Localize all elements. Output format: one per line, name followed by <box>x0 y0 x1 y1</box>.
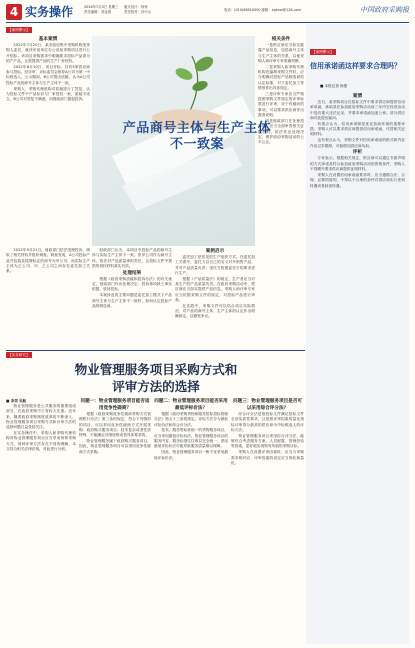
article2-tag: 【实务研究】 <box>8 353 30 357</box>
article2-column-3 <box>154 398 228 644</box>
question-3-heading: 问题三：物业管理服务项目是否可以采用综合评分法？ <box>233 399 302 411</box>
article1-column-2 <box>92 248 172 348</box>
page-number: 4 <box>6 4 22 20</box>
basic-facts-heading: 基本案情 <box>38 37 58 42</box>
sidebar-headline: 信用承诺函这样要求合理吗？ <box>310 62 401 70</box>
article1-column-1b <box>6 248 90 348</box>
paragraph: 本案涉及的主要问题是委托加工模式下产品商号主体与生产主体不一致时，如何认定投标产品的制造商。 <box>92 293 172 308</box>
paragraph: 2022年7月20日，某市政府集中采购机构受采购人委托，就该市某单位办公设备采购项目进行公开招标。该项目采购需求中明确要求投标产品需为国产产品，且需提供产品的生产厂家授权。 <box>6 43 90 63</box>
masthead-contact: 电话：(010)68910000 邮箱：zghxw@126.com <box>224 8 301 12</box>
article2-column-4 <box>231 398 304 644</box>
paragraph: 二是采购人和采购代理机构在编制采购文件时，应当明确对投标产品制造商的认定标准，对于委托加工等情形作出具体规定。 <box>258 64 304 90</box>
article1-column-1 <box>6 36 90 246</box>
paragraph: 物业管理服务项目采用综合评分法，能够综合考虑服务方案、人员配置、管理经验等因素，更好地实现物有所值的采购目标。 <box>231 433 304 449</box>
sidebar-body <box>310 93 405 643</box>
paragraph: 采购人、采购代理机构对质疑进行了答复，认为投标文件中产品标识与厂家授权一致，质疑不成立。B公司对答复不满意，向财政部门提起投诉。 <box>6 86 90 102</box>
masthead-staff <box>124 5 184 14</box>
sidebar-byline: ■ 本报记者 杨建 <box>320 84 348 88</box>
editor-line: 责任编辑：刘金国 <box>84 9 112 14</box>
article2-headline <box>6 361 306 395</box>
paragraph: 根据《产品质量法》的规定，生产者应当对其生产的产品质量负责。在政府采购活动中，供应商应当如实提供产品信息，采购人和评审专家应当依据采购文件的规定，对投标产品进行审查。 <box>175 276 255 302</box>
headline-line-1: 产品商号主体与生产主体 <box>122 121 272 136</box>
newspaper-logo: 中国政府采购报 <box>360 6 409 14</box>
paragraph: 专家表示，根据相关规定，供应商可以通过书面声明的方式承诺其符合参加政府采购活动的资格条件，采购人不得额外要求供应商提供证明材料。 <box>310 156 405 172</box>
case-heading: 案情 <box>352 94 363 99</box>
paragraph: 根据《政府采购质疑和投诉办法》的有关规定，财政部门作出处理决定：投诉事项缺乏事实依据，驳回投诉。 <box>92 276 172 292</box>
paragraph: 因此，物业管理服务项目一般不宜采用最低评标价法。 <box>154 450 228 460</box>
designer-line: 版式设计：杨家 <box>124 5 148 9</box>
article1-column-4 <box>258 36 304 348</box>
conditions-heading: 相关条件 <box>271 37 291 42</box>
paragraph: 物业管理服务是公共服务的重要组成部分，在政府采购中占有较大比重。近年来，随着政府采购制度改革的不断深入，物业管理服务项目采购方式和评审方法的选择问题日益受到关注。 <box>6 404 76 430</box>
article2-column-2 <box>79 398 151 644</box>
paragraph: 物业管理服务属于政府购买服务项目，因此，物业管理服务项目可以适用竞争性磋商方式采购。 <box>79 439 151 454</box>
paragraph: 一是供应商应当如实披露产品信息，包括商号主体与生产主体的关系，以便采购人和评审专家准确判断。 <box>258 43 304 63</box>
question-2-heading: 问题二：物业管理服务项目能否采用最低评标价法？ <box>154 399 228 411</box>
paragraph: 综合评分法是指投标文件满足招标文件全部实质性要求，且按照评审因素的量化指标评审得分最高的供应商为中标候选人的评标方法。 <box>231 412 304 432</box>
outcome-heading: 处理结果 <box>122 270 142 276</box>
paragraph: 技术、服务等标准统一的货物服务项目，应当采用最低评标价法。物业管理服务项目的服务内容、服务标准往往难以完全统一，采用最低评标价法可能导致服务质量难以保障。 <box>154 428 228 449</box>
paragraph: 在实务操作中，采购人和采购代理机构对物业管理服务项目应当采用何种采购方式、何种评审方法存在不同的理解，本文结合相关法律法规，对此进行分析。 <box>6 431 76 451</box>
proofreader-line: 责任校对：孙中山 <box>124 9 152 14</box>
headline-line-2: 评审方法的选择 <box>112 379 200 394</box>
paragraph: 2022年8月10日，项目开标，共有5家供应商参与投标。经评审，评标委员会推荐A公司为第一中标候选人。公示期间，B公司提出质疑，认为A公司投标产品的商号主体与生产主体不一致。 <box>6 64 90 85</box>
date-line: 2024年7月3日 星期三 <box>84 5 119 9</box>
sidebar-tag: 【案例警示】 <box>312 50 334 54</box>
paragraph: 2022年9月21日，财政部门依法受理投诉，调取了相关材料并组织调查。调查发现，A公司投标产品外包装及铭牌标注的商号为甲公司，而实际生产主体为乙公司，甲、乙公司之间存在委托加工关系。 <box>6 248 90 274</box>
masthead <box>6 4 409 24</box>
section-divider <box>6 350 305 351</box>
paragraph: 也有观点认为，采购文件对信用承诺函的格式和内容作出过多限制，可能增加供应商负担。 <box>310 138 405 148</box>
article1-tag: 【案例警示】 <box>8 28 30 32</box>
paragraph: 近日，某采购项目在招标文件中要求供应商提供信用承诺函，承诺其在参加政府采购活动前三年内在经营活动中没有重大违法记录，并要求承诺函加盖公章。部分供应商对此提出疑问。 <box>310 100 405 120</box>
lessons-heading: 案例启示 <box>205 249 225 254</box>
paragraph: 财政部门认为，本项目中投标产品的商号主体与实际生产主体不一致，但甲公司作为商号主体，依法对产品质量承担责任，且投标文件中提供的授权材料真实有效。 <box>92 248 172 268</box>
section-title: 实务操作 <box>25 5 74 19</box>
paragraph: 根据《政府采购货物和服务招标投标管理办法》第五十三条的规定，评标方法分为最低评标价法和综合评分法。 <box>154 412 228 427</box>
analysis-heading: 评析 <box>352 150 363 156</box>
masthead-rule <box>6 22 409 23</box>
paragraph: 采购人在设置评审因素时，应当与采购需求相对应，评审因素的设定应当细化和量化。 <box>231 450 304 465</box>
paragraph: 采购人在设置信用承诺函要求时，应当遵循合法、合理、必要的原则，不得以不合理的条件对供应商实行差别待遇或者歧视待遇。 <box>310 172 405 188</box>
paragraph: 四是财政部门在处理投诉时，应当全面审查相关证据材料，依法作出处理决定，维护政府采购活动的公平公正。 <box>258 118 304 145</box>
headline-line-2: 不一致案 <box>169 137 224 152</box>
paragraph: 在实践中，采购文件可以结合项目实际情况，对产品的商号主体、生产主体的认定作出明确规定，以避免争议。 <box>175 303 255 319</box>
paragraph: 根据《政府采购竞争性磋商采购方式管理暂行办法》第三条的规定，符合下列情形的项目，可以采用竞争性磋商方式开展采购：政府购买服务项目；技术复杂或者性质特殊，不能确定详细规格或者具体要求的。 <box>79 412 151 438</box>
article2-column-1 <box>6 398 76 644</box>
article1-column-3 <box>175 248 255 348</box>
paragraph: 有观点认为，信用承诺制是优化营商环境的重要举措，采购人可以要求供应商提供信用承诺函，代替相关证明材料。 <box>310 121 405 137</box>
paragraph: 委托加工是常见的生产组织方式。在委托加工关系中，委托方以自己的名义对外销售产品，并对产品质量负责；受托方按照委托方的要求进行生产。 <box>175 255 255 275</box>
question-1-heading: 问题一：物业管理服务项目能否适用竞争性磋商？ <box>80 399 150 411</box>
headline-line-1: 物业管理服务项目采购方式和 <box>74 362 238 377</box>
article2-byline: ■ 李荣 吴航 <box>6 399 27 403</box>
paragraph: 三是评审专家应当严格按照采购文件规定的评审标准进行评审，对于有疑问的事项，可以要求供应商作出澄清说明。 <box>258 91 304 118</box>
